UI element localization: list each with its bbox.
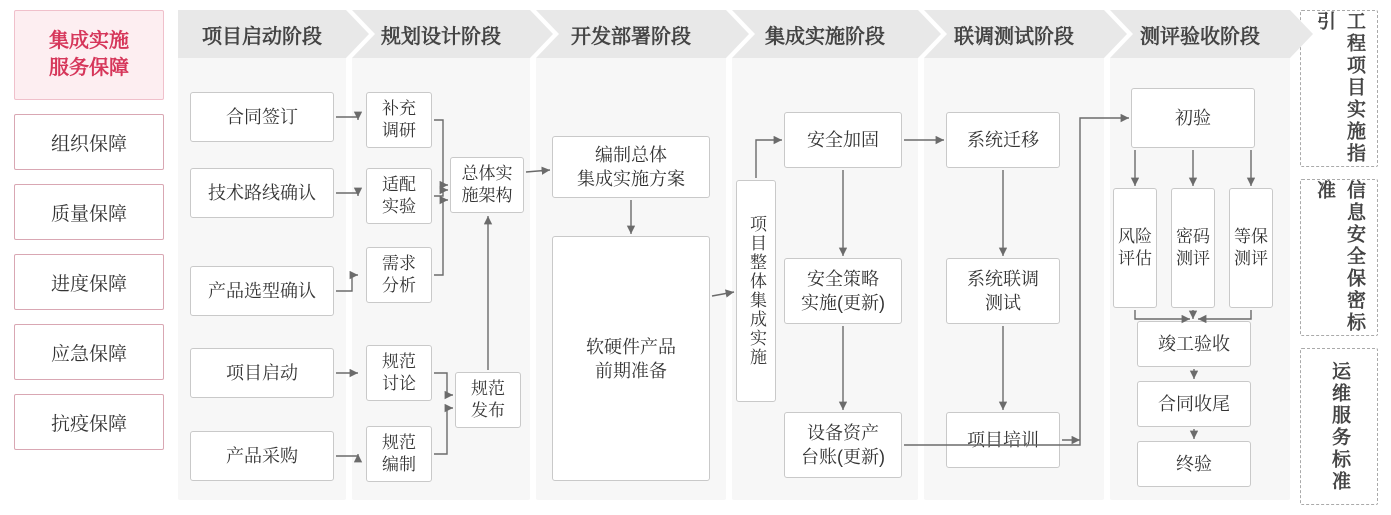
phase-header-label: 集成实施阶段: [765, 25, 885, 48]
phase-header-label: 联调测试阶段: [954, 25, 1074, 48]
node-label-line2: 实施(更新): [801, 293, 885, 313]
node-standard-drafting[interactable]: [366, 426, 432, 482]
node-label-line2: 前期准备: [595, 360, 667, 381]
node-product-selection-confirm[interactable]: [190, 266, 334, 316]
node-label-line2: 实验: [382, 197, 416, 216]
node-label-line1: 软硬件产品: [586, 336, 676, 357]
left-item-progress[interactable]: [14, 254, 164, 310]
phase-column-1: [178, 10, 346, 500]
node-label-line1: 安全策略: [807, 269, 879, 289]
node-project-training[interactable]: [946, 412, 1060, 468]
node-label-line2: 施架构: [461, 186, 513, 205]
node-cryptography-evaluation[interactable]: [1171, 188, 1215, 308]
phase-header-3: [536, 10, 726, 58]
node-label: 竣工验收: [1158, 334, 1230, 354]
phase-header-label: 项目启动阶段: [202, 25, 322, 48]
node-label: 合同收尾: [1158, 394, 1230, 414]
left-item-epidemic[interactable]: [14, 394, 164, 450]
node-label: 产品选型确认: [208, 281, 316, 301]
phase-header-label: 测评验收阶段: [1140, 25, 1260, 48]
left-item-label: 组织保障: [50, 133, 127, 155]
phase-header-1: [178, 10, 346, 58]
node-risk-assessment[interactable]: [1113, 188, 1157, 308]
node-label-line1: 规范: [382, 433, 416, 452]
node-security-hardening[interactable]: [784, 112, 902, 168]
node-overall-implementation-architecture[interactable]: [450, 157, 524, 213]
node-label-line1: 密码: [1176, 227, 1210, 246]
node-label-line1: 风险: [1118, 227, 1152, 246]
node-label-line1: 系统联调: [967, 269, 1039, 289]
left-panel-title-line2: 服务保障: [49, 57, 129, 79]
node-label-line2: 评估: [1118, 249, 1152, 268]
right-item-label: 运维服务标准: [1329, 360, 1350, 493]
node-asset-ledger-update[interactable]: [784, 412, 902, 478]
node-system-migration[interactable]: [946, 112, 1060, 168]
node-label: 项目启动: [226, 363, 298, 383]
node-label: 产品采购: [226, 446, 298, 466]
node-label: 终验: [1176, 454, 1212, 474]
right-item-label: 工程项目实施指引: [1314, 11, 1365, 165]
node-label-line2: 发布: [471, 401, 505, 420]
node-label-line2: 分析: [382, 276, 416, 295]
node-label-line1: 需求: [382, 254, 416, 273]
node-label: 安全加固: [807, 130, 879, 150]
node-contract-signing[interactable]: [190, 92, 334, 142]
node-label: 初验: [1175, 108, 1211, 128]
right-panel: [1300, 10, 1378, 505]
node-adaptation-experiment[interactable]: [366, 168, 432, 224]
node-overall-integration-plan[interactable]: [552, 136, 710, 198]
left-item-organization[interactable]: [14, 114, 164, 170]
node-label-line1: 编制总体: [595, 145, 667, 165]
node-label: 技术路线确认: [208, 183, 316, 203]
node-final-acceptance[interactable]: [1137, 441, 1251, 487]
node-product-procurement[interactable]: [190, 431, 334, 481]
node-label-line2: 编制: [382, 455, 416, 474]
left-item-quality[interactable]: [14, 184, 164, 240]
node-contract-closeout[interactable]: [1137, 381, 1251, 427]
node-label-line1: 规范: [471, 379, 505, 398]
node-label-line1: 总体实: [461, 164, 513, 183]
node-label-line2: 台账(更新): [801, 447, 885, 467]
left-item-label: 进度保障: [50, 273, 127, 295]
node-system-joint-test[interactable]: [946, 258, 1060, 324]
left-item-label: 抗疫保障: [50, 413, 127, 435]
left-panel-title: [14, 10, 164, 100]
node-mlps-evaluation[interactable]: [1229, 188, 1273, 308]
left-item-label: 质量保障: [50, 203, 127, 225]
phase-header-5: [924, 10, 1104, 58]
phase-header-4: [732, 10, 918, 58]
node-label-line2: 调研: [382, 121, 416, 140]
node-security-policy-implementation[interactable]: [784, 258, 902, 324]
node-label-line2: 讨论: [382, 374, 416, 393]
node-label-line2: 测试: [985, 293, 1021, 313]
node-supplementary-research[interactable]: [366, 92, 432, 148]
phase-header-label: 规划设计阶段: [381, 25, 501, 48]
node-label-line2: 测评: [1234, 249, 1268, 268]
node-project-kickoff[interactable]: [190, 348, 334, 398]
node-label-line2: 测评: [1176, 249, 1210, 268]
node-label-line1: 补充: [382, 99, 416, 118]
node-completion-acceptance[interactable]: [1137, 321, 1251, 367]
node-standard-discussion[interactable]: [366, 345, 432, 401]
left-item-label: 应急保障: [50, 343, 127, 365]
left-panel-title-line1: 集成实施: [49, 30, 129, 52]
node-label-line1: 规范: [382, 352, 416, 371]
node-tech-route-confirm[interactable]: [190, 168, 334, 218]
left-panel: [14, 10, 164, 450]
node-label: 系统迁移: [967, 130, 1039, 150]
node-hw-sw-preparation[interactable]: [552, 236, 710, 481]
node-label-line1: 适配: [382, 175, 416, 194]
right-item-ops-standard[interactable]: [1300, 348, 1378, 505]
node-label-line1: 设备资产: [807, 423, 879, 443]
node-label: 项目整体集成实施: [747, 215, 766, 367]
left-item-emergency[interactable]: [14, 324, 164, 380]
node-standard-release[interactable]: [455, 372, 521, 428]
phase-header-label: 开发部署阶段: [571, 25, 691, 48]
phase-header-2: [352, 10, 530, 58]
node-preliminary-acceptance[interactable]: [1131, 88, 1255, 148]
node-overall-integration-implementation[interactable]: [736, 180, 776, 402]
node-label-line2: 集成实施方案: [577, 169, 685, 189]
node-label: 项目培训: [967, 430, 1039, 450]
phase-header-6: [1110, 10, 1290, 58]
node-label-line1: 等保: [1234, 227, 1268, 246]
right-item-label: 信息安全保密标准: [1314, 180, 1365, 334]
node-requirement-analysis[interactable]: [366, 247, 432, 303]
right-item-security-standard[interactable]: [1300, 179, 1378, 336]
node-label: 合同签订: [226, 107, 298, 127]
